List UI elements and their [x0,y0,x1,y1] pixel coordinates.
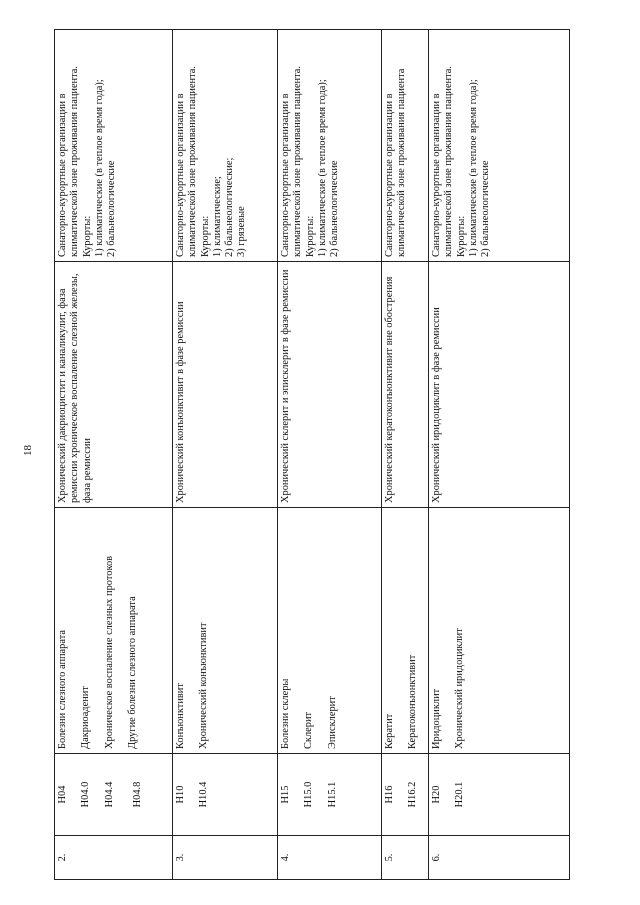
disease-names [429,508,570,754]
disease-name: Иридоциклит [431,688,442,749]
disease-name: Хроническое воспаление слезных протоков [103,555,115,749]
resort-line: 2) бальнеологические [106,160,118,257]
disease-name: Болезни склеры [280,678,291,749]
resort-line: 2) бальнеологические [480,160,492,257]
resort-line: Курорты: [199,215,211,257]
table-row [278,30,382,880]
sanatorium-indications-table [54,29,570,880]
resort-line: 1) климатические; [211,176,223,257]
icd-codes [278,754,382,836]
resort-line: 1) климатические (в теплое время года); [93,79,105,257]
resort-line: Курорты: [81,215,93,257]
icd-code: H10.4 [198,781,210,808]
icd-codes [173,754,278,836]
resort-recommendations [278,30,382,262]
icd-code: H10 [175,785,186,804]
resort-line: Санаторно-курортные организации в климатической зоне проживания пациента [384,68,408,257]
icd-code: H04.8 [131,781,143,808]
resort-line: Санаторно-курортные организации в климатической зоне проживания пациента. [57,66,81,257]
resort-line: Курорты: [304,215,316,257]
resort-recommendations [55,30,173,262]
resort-line: 2) бальнеологические [329,160,341,257]
icd-codes [429,754,570,836]
condition-description: Хронический склерит и эписклерит в фазе ремиссии [278,262,382,508]
condition-description: Хронический кератоконъюнктивит вне обострения [382,262,429,508]
icd-code: H20 [431,785,442,804]
table-row [173,30,278,880]
disease-name: Болезни слезного аппарата [57,630,68,749]
resort-line: Санаторно-курортные организации в климатической зоне проживания пациента. [280,66,304,257]
icd-code: H04 [57,785,68,804]
rotated-table-container [54,30,569,880]
icd-code: H16 [384,785,395,804]
resort-line: Санаторно-курортные организации в климатической зоне проживания пациента. [431,66,455,257]
icd-code: H15 [280,785,291,804]
icd-code: H15.1 [326,781,338,808]
disease-names [55,508,173,754]
table-row [55,30,173,880]
icd-code: H04.4 [103,781,115,808]
resort-line: 1) климатические (в теплое время года); [316,79,328,257]
disease-name: Другие болезни слезного аппарата [126,596,138,749]
resort-line: Санаторно-курортные организации в климатической зоне проживания пациента. [175,66,199,257]
table-row [382,30,429,880]
condition-description: Хронический конъюнктивит в фазе ремиссии [173,262,278,508]
icd-code: H16.2 [407,781,419,808]
disease-name: Кератит [384,713,395,749]
condition-description: Хронический иридоциклит в фазе ремиссии [429,262,570,508]
disease-name: Хронический иридоциклит [454,628,466,749]
disease-names [173,508,278,754]
disease-name: Хронический конъюнктивит [198,622,210,749]
icd-code: H20.1 [454,781,466,808]
page-number: 18 [22,445,34,457]
icd-codes [382,754,429,836]
disease-names [382,508,429,754]
row-number: 2. [55,836,173,880]
row-number: 4. [278,836,382,880]
resort-recommendations [173,30,278,262]
disease-name: Конъюнктивит [175,683,186,749]
disease-name: Склерит [303,711,315,749]
condition-description: Хронический дакриоцистит и каналикулит, фаза ремиссии хроническое воспаление слезной железы, фаза ремиссии [55,262,173,508]
table-row [429,30,570,880]
icd-code: H04.0 [80,781,92,808]
resort-line: 3) грязевые [236,206,248,257]
resort-line: 2) бальнеологические; [224,157,236,257]
row-number: 3. [173,836,278,880]
icd-codes [55,754,173,836]
icd-code: H15.0 [303,781,315,808]
disease-names [278,508,382,754]
resort-recommendations [429,30,570,262]
resort-line: Курорты: [455,215,467,257]
row-number: 5. [382,836,429,880]
disease-name: Эписклерит [326,696,338,749]
disease-name: Дакриоаденит [80,686,92,749]
disease-name: Кератоконъюнктивит [407,654,419,749]
row-number: 6. [429,836,570,880]
resort-line: 1) климатические (в теплое время года); [467,79,479,257]
resort-recommendations [382,30,429,262]
